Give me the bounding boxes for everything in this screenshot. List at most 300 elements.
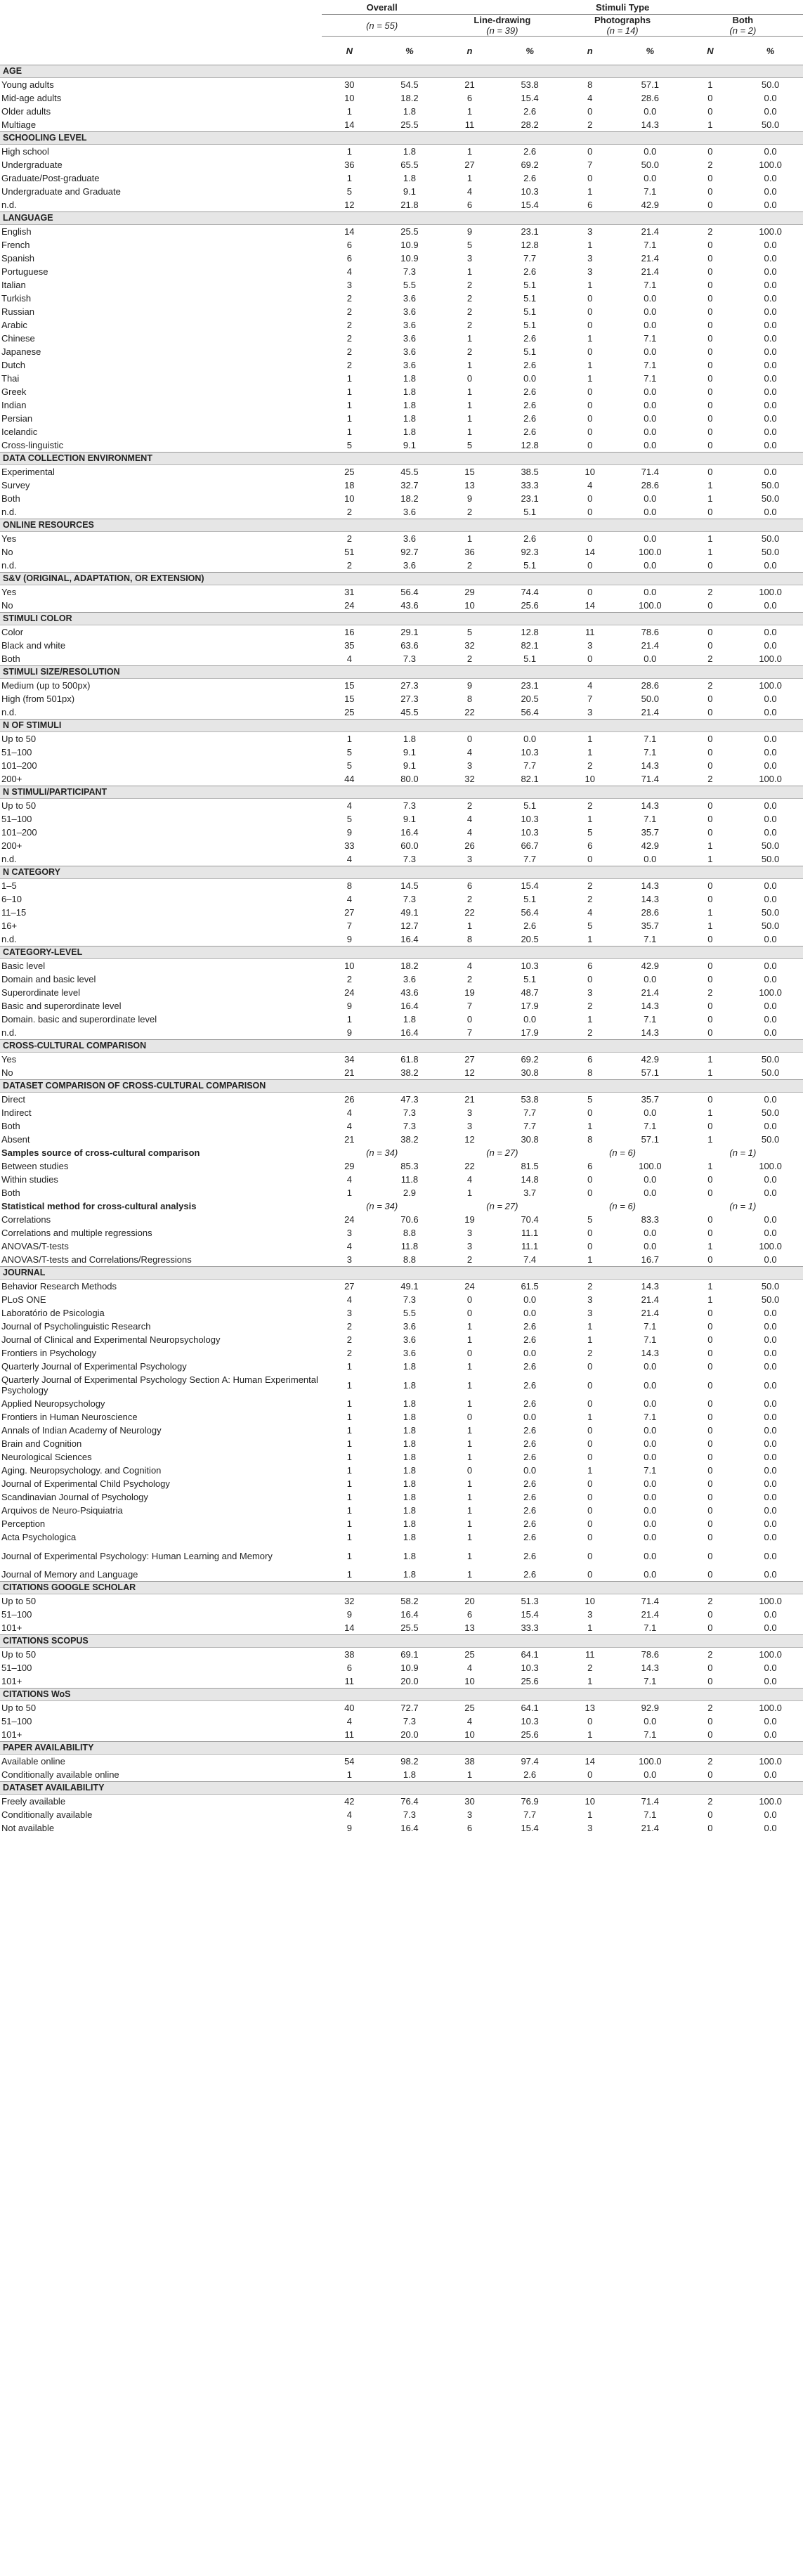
- percent-cell: 5.1: [523, 653, 537, 664]
- count-cell: 0: [707, 560, 713, 571]
- table-row: [0, 1053, 803, 1067]
- row-label: Up to 50: [1, 1649, 37, 1660]
- percent-cell: 5.1: [523, 974, 537, 984]
- percent-cell: 7.1: [644, 934, 657, 944]
- percent-cell: 100.0: [759, 653, 782, 664]
- percent-cell: 50.0: [761, 480, 780, 490]
- percent-cell: 3.6: [403, 507, 416, 517]
- count-cell: 0: [587, 400, 593, 410]
- section-title: N OF STIMULI: [0, 720, 803, 732]
- table-row: [0, 839, 803, 852]
- count-cell: 2: [346, 333, 352, 344]
- percent-cell: 0.0: [644, 1107, 657, 1118]
- count-cell: 21: [344, 1067, 355, 1078]
- row-label: Undergraduate: [1, 160, 63, 170]
- section-title: ONLINE RESOURCES: [0, 519, 803, 532]
- percent-cell: 3.6: [403, 533, 416, 544]
- count-cell: 1: [466, 413, 473, 424]
- percent-cell: 7.3: [403, 1716, 416, 1726]
- percent-cell: 0.0: [764, 814, 777, 824]
- table-row: [0, 1093, 803, 1107]
- row-label: Superordinate level: [1, 987, 81, 998]
- count-cell: 2: [707, 160, 713, 170]
- percent-cell: 50.0: [761, 1067, 780, 1078]
- percent-cell: 9.1: [403, 747, 416, 757]
- percent-cell: 7.1: [644, 1622, 657, 1633]
- count-cell: 1: [587, 934, 593, 944]
- section-title: AGE: [0, 65, 803, 78]
- count-cell: 0: [707, 1361, 713, 1372]
- percent-cell: 71.4: [641, 467, 659, 477]
- percent-cell: 57.1: [641, 1134, 659, 1145]
- row-label: n.d.: [1, 854, 17, 864]
- count-cell: 0: [707, 1398, 713, 1409]
- count-cell: 6: [466, 93, 473, 103]
- count-cell: 0: [587, 386, 593, 397]
- row-label: 101–200: [1, 827, 37, 838]
- percent-cell: 0.0: [764, 1438, 777, 1449]
- percent-cell: 14.3: [641, 1027, 659, 1038]
- percent-cell: 42.9: [641, 1054, 659, 1065]
- percent-cell: 0.0: [644, 306, 657, 317]
- percent-cell: 0.0: [644, 507, 657, 517]
- percent-cell: 3.6: [403, 320, 416, 330]
- percent-cell: 14.3: [641, 1348, 659, 1358]
- percent-cell: 0.0: [764, 427, 777, 437]
- count-cell: 0: [707, 1518, 713, 1529]
- row-label: Neurological Sciences: [1, 1452, 92, 1462]
- row-label: Laboratório de Psicologia: [1, 1308, 105, 1318]
- count-cell: 0: [587, 1550, 593, 1561]
- count-cell: 0: [707, 1425, 713, 1436]
- percent-cell: 0.0: [764, 1465, 777, 1476]
- row-label: Correlations and multiple regressions: [1, 1228, 152, 1238]
- count-cell: 2: [707, 1796, 713, 1807]
- count-cell: 22: [464, 1161, 475, 1171]
- percent-cell: 25.5: [400, 119, 419, 130]
- percent-cell: 7.1: [644, 186, 657, 197]
- count-cell: 1: [466, 1505, 473, 1516]
- row-label: Greek: [1, 386, 27, 397]
- section-header: [0, 1080, 803, 1093]
- row-label: 51–100: [1, 1609, 32, 1620]
- table-row: [0, 999, 803, 1013]
- row-label: 51–100: [1, 814, 32, 824]
- count-cell: 8: [346, 880, 352, 891]
- count-cell: 1: [466, 533, 473, 544]
- section-title: DATASET AVAILABILITY: [0, 1782, 803, 1795]
- count-cell: 3: [587, 1308, 593, 1318]
- percent-cell: 66.7: [521, 840, 539, 851]
- count-cell: 11: [585, 627, 595, 637]
- count-cell: 25: [344, 707, 355, 717]
- percent-cell: 2.6: [523, 1321, 537, 1332]
- percent-cell: 0.0: [523, 1294, 537, 1305]
- table-row: [0, 879, 803, 893]
- table-row: [0, 799, 803, 813]
- count-cell: 8: [466, 934, 473, 944]
- count-cell: 1: [466, 106, 473, 117]
- count-cell: 0: [587, 146, 593, 157]
- count-cell: 0: [587, 653, 593, 664]
- row-label: 200+: [1, 840, 22, 851]
- row-label: Basic and superordinate level: [1, 1001, 122, 1011]
- table-row: [0, 1608, 803, 1621]
- percent-cell: 0.0: [764, 1492, 777, 1502]
- percent-cell: 2.6: [523, 360, 537, 370]
- count-cell: 1: [346, 1438, 352, 1449]
- count-cell: 0: [707, 413, 713, 424]
- count-cell: 1: [707, 547, 713, 557]
- percent-cell: 0.0: [764, 747, 777, 757]
- count-cell: 1: [587, 734, 593, 744]
- subsection-header: [0, 1199, 803, 1213]
- percent-cell: 2.6: [523, 1438, 537, 1449]
- percent-cell: 1.8: [403, 1452, 416, 1462]
- table-header: [0, 0, 803, 65]
- table-row: [0, 545, 803, 559]
- count-cell: 3: [346, 1254, 352, 1265]
- percent-cell: 100.0: [759, 987, 782, 998]
- table-row: [0, 1333, 803, 1346]
- section-header: [0, 573, 803, 585]
- percent-cell: 1.8: [403, 1478, 416, 1489]
- percent-cell: 47.3: [400, 1094, 419, 1105]
- count-cell: 0: [707, 814, 713, 824]
- count-cell: 1: [707, 1107, 713, 1118]
- percent-cell: 100.0: [759, 774, 782, 784]
- percent-cell: 0.0: [764, 346, 777, 357]
- count-cell: 5: [587, 1094, 593, 1105]
- table-row: [0, 705, 803, 720]
- percent-cell: 10.3: [521, 814, 539, 824]
- percent-cell: 65.5: [400, 160, 419, 170]
- percent-cell: 92.3: [521, 547, 539, 557]
- row-label: Conditionally available: [1, 1809, 93, 1820]
- percent-cell: 0.0: [644, 587, 657, 597]
- table-row: [0, 265, 803, 278]
- row-label: Indirect: [1, 1107, 32, 1118]
- percent-cell: 15.4: [521, 880, 539, 891]
- percent-cell: 9.1: [403, 440, 416, 450]
- percent-cell: 28.6: [641, 93, 659, 103]
- percent-cell: 2.6: [523, 413, 537, 424]
- percent-cell: 45.5: [400, 467, 419, 477]
- count-cell: 1: [707, 1281, 713, 1292]
- section-title: JOURNAL: [0, 1267, 803, 1280]
- count-cell: 7: [587, 160, 593, 170]
- count-cell: 15: [464, 467, 475, 477]
- percent-cell: 0.0: [764, 1550, 777, 1561]
- count-cell: 33: [344, 840, 355, 851]
- count-cell: 1: [587, 186, 593, 197]
- percent-cell: 0.0: [764, 1518, 777, 1529]
- count-cell: 2: [346, 293, 352, 304]
- row-label: Quarterly Journal of Experimental Psychology Section A: Human Experimental Psychology: [1, 1374, 318, 1396]
- section-header: [0, 613, 803, 625]
- table-row: [0, 585, 803, 599]
- count-cell: 14: [585, 547, 595, 557]
- count-cell: 2: [346, 1321, 352, 1332]
- section-title: CITATIONS WoS: [0, 1689, 803, 1701]
- section-title: DATA COLLECTION ENVIRONMENT: [0, 453, 803, 465]
- percent-cell: 14.3: [641, 1281, 659, 1292]
- count-cell: 42: [344, 1796, 355, 1807]
- percent-cell: 17.9: [521, 1027, 539, 1038]
- percent-cell: 3.6: [403, 1348, 416, 1358]
- percent-cell: 0.0: [764, 360, 777, 370]
- percent-cell: 7.1: [644, 1465, 657, 1476]
- count-cell: 1: [466, 333, 473, 344]
- percent-cell: 10.3: [521, 186, 539, 197]
- count-cell: 0: [587, 1769, 593, 1780]
- percent-cell: 0.0: [764, 320, 777, 330]
- count-cell: 1: [346, 1492, 352, 1502]
- count-cell: 0: [707, 93, 713, 103]
- percent-cell: 0.0: [644, 1361, 657, 1372]
- percent-cell: 28.2: [521, 119, 539, 130]
- percent-cell: 2.6: [523, 1452, 537, 1462]
- table-row: [0, 1621, 803, 1635]
- percent-cell: 3.6: [403, 293, 416, 304]
- col-header-N: N: [346, 45, 353, 56]
- table-row: [0, 1674, 803, 1689]
- count-cell: 0: [587, 1241, 593, 1251]
- row-label: High (from 501px): [1, 694, 75, 704]
- count-cell: 0: [707, 440, 713, 450]
- row-label: Annals of Indian Academy of Neurology: [1, 1425, 162, 1436]
- count-cell: 3: [587, 1294, 593, 1305]
- percent-cell: 1.8: [403, 1569, 416, 1580]
- count-cell: 0: [587, 1532, 593, 1542]
- count-cell: 0: [466, 1014, 473, 1024]
- percent-cell: 7.1: [644, 280, 657, 290]
- row-label: 1–5: [1, 880, 17, 891]
- count-cell: 2: [346, 346, 352, 357]
- table-row: [0, 1066, 803, 1080]
- count-cell: 38: [344, 1649, 355, 1660]
- count-cell: 3: [346, 1228, 352, 1238]
- count-cell: 1: [587, 1254, 593, 1265]
- percent-cell: 7.4: [523, 1254, 537, 1265]
- percent-cell: 12.8: [521, 627, 539, 637]
- percent-cell: 1.8: [403, 1379, 416, 1391]
- percent-cell: 0.0: [764, 413, 777, 424]
- count-cell: 1: [466, 400, 473, 410]
- count-cell: 0: [707, 1027, 713, 1038]
- row-label: ANOVAS/T-tests and Correlations/Regressions: [1, 1254, 192, 1265]
- count-cell: 0: [707, 694, 713, 704]
- percent-cell: 0.0: [764, 1729, 777, 1740]
- percent-cell: 69.2: [521, 160, 539, 170]
- count-cell: 4: [346, 1174, 352, 1185]
- count-cell: 1: [346, 1452, 352, 1462]
- count-cell: 0: [707, 1809, 713, 1820]
- count-cell: 3: [587, 253, 593, 264]
- table-row: [0, 492, 803, 505]
- percent-cell: 0.0: [764, 1308, 777, 1318]
- table-row: [0, 1293, 803, 1306]
- percent-cell: 0.0: [644, 173, 657, 183]
- percent-cell: 7.1: [644, 373, 657, 384]
- count-cell: 0: [587, 320, 593, 330]
- percent-cell: 0.0: [764, 1334, 777, 1345]
- table-row: [0, 305, 803, 318]
- table-row: [0, 1517, 803, 1530]
- row-label: Both: [1, 653, 20, 664]
- row-label: Arabic: [1, 320, 27, 330]
- percent-cell: 0.0: [764, 760, 777, 771]
- percent-cell: 0.0: [764, 1188, 777, 1198]
- section-title: PAPER AVAILABILITY: [0, 1742, 803, 1755]
- count-cell: 0: [707, 386, 713, 397]
- percent-cell: 2.6: [523, 386, 537, 397]
- table-row: [0, 1424, 803, 1437]
- percent-cell: 1.8: [403, 1361, 416, 1372]
- table-row: [0, 772, 803, 786]
- count-cell: 1: [346, 1398, 352, 1409]
- table-row: [0, 559, 803, 573]
- percent-cell: 2.6: [523, 146, 537, 157]
- section-header: [0, 65, 803, 78]
- table-row: [0, 1119, 803, 1133]
- count-cell: 0: [587, 1425, 593, 1436]
- percent-cell: 21.4: [641, 266, 659, 277]
- count-cell: 1: [587, 814, 593, 824]
- count-cell: 0: [707, 1465, 713, 1476]
- count-cell: 11: [344, 1676, 355, 1686]
- count-cell: 0: [587, 1452, 593, 1462]
- percent-cell: 1.8: [403, 1518, 416, 1529]
- col-header-n: n: [466, 45, 473, 56]
- table-row: [0, 1280, 803, 1294]
- percent-cell: 0.0: [644, 1492, 657, 1502]
- count-cell: 1: [346, 1361, 352, 1372]
- count-cell: 0: [707, 1505, 713, 1516]
- table-row: [0, 972, 803, 986]
- percent-cell: 0.0: [644, 493, 657, 504]
- percent-cell: 1.8: [403, 173, 416, 183]
- percent-cell: 18.2: [400, 493, 419, 504]
- count-cell: 20: [464, 1596, 475, 1606]
- percent-cell: 20.0: [400, 1729, 419, 1740]
- percent-cell: 7.1: [644, 1321, 657, 1332]
- percent-cell: 7.1: [644, 1729, 657, 1740]
- count-cell: 2: [346, 560, 352, 571]
- percent-cell: 0.0: [764, 1379, 777, 1391]
- row-label: n.d.: [1, 560, 17, 571]
- percent-cell: 8.8: [403, 1228, 416, 1238]
- percent-cell: 1.8: [403, 1438, 416, 1449]
- table-row: [0, 1568, 803, 1582]
- count-cell: 3: [466, 1809, 473, 1820]
- count-cell: 2: [707, 774, 713, 784]
- percent-cell: 0.0: [523, 734, 537, 744]
- count-cell: 2: [587, 760, 593, 771]
- row-label: No: [1, 547, 13, 557]
- count-cell: 0: [587, 533, 593, 544]
- count-cell: 13: [464, 1622, 475, 1633]
- count-cell: 1: [707, 79, 713, 90]
- table-row: [0, 826, 803, 839]
- count-cell: 4: [466, 186, 473, 197]
- section-header: [0, 786, 803, 799]
- count-cell: 13: [464, 480, 475, 490]
- row-label: Available online: [1, 1756, 65, 1767]
- subsection-count: (n = 1): [729, 1147, 757, 1158]
- percent-cell: 49.1: [400, 1281, 419, 1292]
- count-cell: 6: [346, 240, 352, 250]
- percent-cell: 98.2: [400, 1756, 419, 1767]
- percent-cell: 2.6: [523, 333, 537, 344]
- count-cell: 3: [587, 226, 593, 237]
- count-cell: 12: [464, 1134, 475, 1145]
- table-row: [0, 532, 803, 546]
- percent-cell: 21.4: [641, 987, 659, 998]
- percent-cell: 2.6: [523, 400, 537, 410]
- count-cell: 0: [707, 1729, 713, 1740]
- section-title: STIMULI SIZE/RESOLUTION: [0, 666, 803, 679]
- percent-cell: 2.6: [523, 1334, 537, 1345]
- count-cell: 0: [707, 880, 713, 891]
- percent-cell: 0.0: [644, 1478, 657, 1489]
- subsection-count: (n = 27): [486, 1147, 518, 1158]
- count-cell: 4: [466, 814, 473, 824]
- row-label: Freely available: [1, 1796, 66, 1807]
- percent-cell: 10.9: [400, 253, 419, 264]
- percent-cell: 9.1: [403, 186, 416, 197]
- row-label: Frontiers in Human Neuroscience: [1, 1412, 138, 1422]
- count-cell: 0: [587, 1228, 593, 1238]
- percent-cell: 49.1: [400, 907, 419, 918]
- percent-cell: 7.1: [644, 1412, 657, 1422]
- count-cell: 0: [587, 1188, 593, 1198]
- percent-cell: 10.3: [521, 1663, 539, 1673]
- count-cell: 3: [587, 1823, 593, 1833]
- count-cell: 0: [587, 1174, 593, 1185]
- percent-cell: 50.0: [761, 547, 780, 557]
- row-label: French: [1, 240, 30, 250]
- percent-cell: 1.8: [403, 400, 416, 410]
- percent-cell: 1.8: [403, 1412, 416, 1422]
- percent-cell: 7.3: [403, 1294, 416, 1305]
- count-cell: 0: [587, 1438, 593, 1449]
- count-cell: 1: [707, 921, 713, 931]
- count-cell: 10: [585, 1596, 595, 1606]
- percent-cell: 5.1: [523, 293, 537, 304]
- percent-cell: 100.0: [639, 1756, 662, 1767]
- group-label: Both: [732, 15, 754, 25]
- percent-cell: 0.0: [764, 1609, 777, 1620]
- percent-cell: 5.1: [523, 320, 537, 330]
- row-label: Scandinavian Journal of Psychology: [1, 1492, 148, 1502]
- count-cell: 2: [346, 507, 352, 517]
- count-cell: 2: [587, 1027, 593, 1038]
- percent-cell: 50.0: [761, 493, 780, 504]
- percent-cell: 78.6: [641, 627, 659, 637]
- count-cell: 1: [466, 360, 473, 370]
- percent-cell: 15.4: [521, 93, 539, 103]
- percent-cell: 0.0: [764, 1094, 777, 1105]
- count-cell: 3: [466, 1121, 473, 1131]
- count-cell: 0: [707, 760, 713, 771]
- row-label: Portuguese: [1, 266, 48, 277]
- percent-cell: 2.6: [523, 427, 537, 437]
- subsection-title: Statistical method for cross-cultural analysis: [1, 1201, 197, 1211]
- percent-cell: 0.0: [764, 934, 777, 944]
- row-label: Aging. Neuropsychology. and Cognition: [1, 1465, 162, 1476]
- count-cell: 6: [466, 200, 473, 210]
